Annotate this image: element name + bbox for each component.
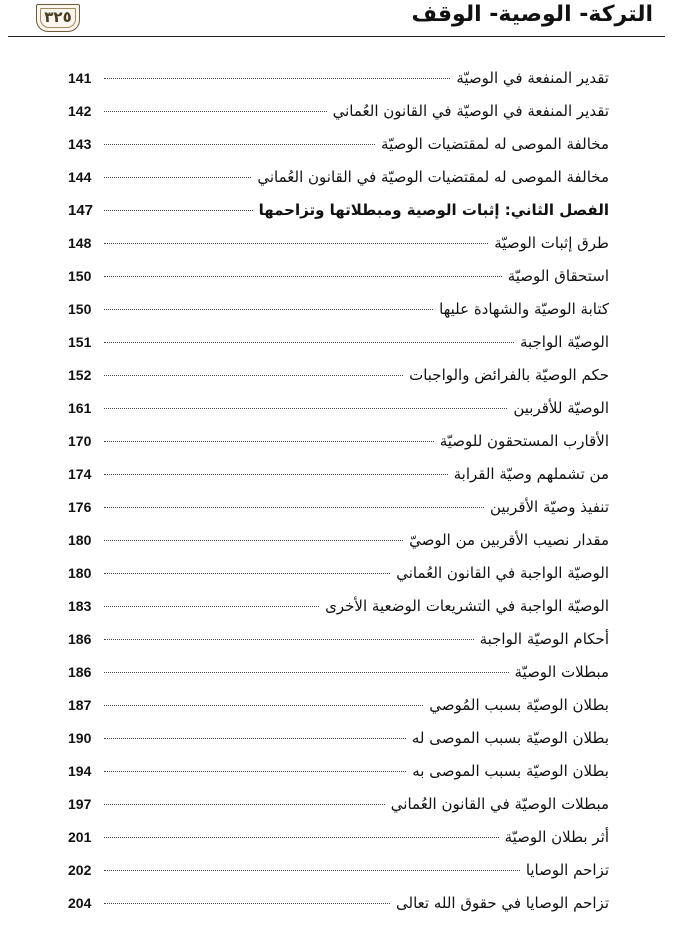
toc-entry-title: الوصيّة الواجبة في التشريعات الوضعية الأخرى — [325, 597, 609, 615]
toc-entry-page: 161 — [68, 400, 92, 416]
toc-leader-dots — [104, 276, 502, 277]
toc-leader-dots — [104, 903, 390, 904]
toc-leader-dots — [104, 210, 253, 211]
toc-leader-dots — [104, 804, 385, 805]
toc-entry-title: أثر بطلان الوصيّة — [504, 828, 609, 846]
toc-entry — [68, 392, 609, 425]
toc-leader-dots — [104, 771, 406, 772]
toc-entry-page: 142 — [68, 103, 92, 119]
toc-entry — [68, 95, 609, 128]
toc-entry — [68, 491, 609, 524]
toc-entry-title: كتابة الوصيّة والشهادة عليها — [439, 300, 609, 318]
toc-entry — [68, 227, 609, 260]
toc-entry — [68, 326, 609, 359]
toc-entry-title: تزاحم الوصايا — [525, 861, 609, 879]
toc-entry-page: 176 — [68, 499, 92, 515]
toc-entry — [68, 62, 609, 95]
toc-leader-dots — [104, 375, 403, 376]
toc-entry — [68, 755, 609, 788]
toc-entry-page: 152 — [68, 367, 92, 383]
toc-entry-title: الأقارب المستحقون للوصيّة — [439, 432, 609, 450]
toc-entry — [68, 557, 609, 590]
toc-entry — [68, 524, 609, 557]
toc-entry-title: أحكام الوصيّة الواجبة — [479, 630, 609, 648]
table-of-contents — [68, 62, 609, 920]
toc-entry — [68, 161, 609, 194]
toc-entry-title: بطلان الوصيّة بسبب الموصى له — [411, 729, 609, 747]
toc-entry-page: 150 — [68, 268, 92, 284]
toc-leader-dots — [104, 870, 520, 871]
toc-entry-page: 150 — [68, 301, 92, 317]
toc-entry-page: 202 — [68, 862, 92, 878]
toc-entry-page: 143 — [68, 136, 92, 152]
toc-entry — [68, 260, 609, 293]
toc-entry-title: تقدير المنفعة في الوصيّة في القانون العُماني — [332, 102, 609, 120]
toc-leader-dots — [104, 540, 403, 541]
toc-entry-title: طرق إثبات الوصيّة — [494, 234, 609, 252]
toc-entry-title: مقدار نصيب الأقربين من الوصيّ — [409, 531, 609, 549]
toc-entry-title: الوصيّة الواجبة في القانون العُماني — [396, 564, 609, 582]
toc-entry-page: 190 — [68, 730, 92, 746]
toc-leader-dots — [104, 639, 474, 640]
toc-chapter-title: الفصل الثاني: إثبات الوصية ومبطلاتها وتزاحمها — [258, 201, 609, 219]
toc-entry-page: 151 — [68, 334, 92, 350]
toc-leader-dots — [104, 177, 251, 178]
toc-entry-page: 180 — [68, 532, 92, 548]
toc-leader-dots — [104, 144, 375, 145]
toc-leader-dots — [104, 78, 450, 79]
toc-entry-page: 170 — [68, 433, 92, 449]
toc-entry-page: 147 — [68, 202, 94, 219]
toc-entry — [68, 821, 609, 854]
toc-entry-title: بطلان الوصيّة بسبب المُوصي — [429, 696, 609, 714]
toc-entry-page: 144 — [68, 169, 92, 185]
toc-entry — [68, 854, 609, 887]
toc-leader-dots — [104, 606, 319, 607]
toc-entry-title: تزاحم الوصايا في حقوق الله تعالى — [396, 894, 609, 912]
toc-leader-dots — [104, 573, 390, 574]
toc-entry — [68, 623, 609, 656]
toc-entry — [68, 656, 609, 689]
toc-leader-dots — [104, 672, 509, 673]
toc-entry-title: مبطلات الوصيّة في القانون العُماني — [390, 795, 609, 813]
page-header — [0, 0, 673, 40]
toc-leader-dots — [104, 441, 434, 442]
toc-entry-page: 174 — [68, 466, 92, 482]
toc-leader-dots — [104, 309, 433, 310]
toc-leader-dots — [104, 474, 448, 475]
toc-leader-dots — [104, 837, 499, 838]
toc-entry-title: الوصيّة للأقربين — [513, 399, 609, 417]
toc-entry-page: 148 — [68, 235, 92, 251]
toc-entry-page: 187 — [68, 697, 92, 713]
header-divider — [8, 36, 665, 37]
toc-entry — [68, 425, 609, 458]
toc-entry — [68, 689, 609, 722]
toc-chapter-entry — [68, 194, 609, 227]
toc-entry-title: استحقاق الوصيّة — [507, 267, 609, 285]
toc-entry-page: 197 — [68, 796, 92, 812]
toc-entry-page: 186 — [68, 664, 92, 680]
toc-entry — [68, 128, 609, 161]
page-number: ٣٢٥ — [44, 8, 72, 26]
toc-entry-page: 186 — [68, 631, 92, 647]
toc-entry — [68, 293, 609, 326]
toc-entry-title: مبطلات الوصيّة — [514, 663, 609, 681]
toc-entry-title: الوصيّة الواجبة — [519, 333, 609, 351]
toc-entry — [68, 359, 609, 392]
toc-entry-title: تنفيذ وصيّة الأقربين — [489, 498, 609, 516]
toc-entry-title: مخالفة الموصى له لمقتضيات الوصيّة في القانون العُماني — [257, 168, 609, 186]
toc-entry-title: تقدير المنفعة في الوصيّة — [456, 69, 609, 87]
toc-leader-dots — [104, 507, 484, 508]
toc-entry-page: 183 — [68, 598, 92, 614]
toc-entry-title: مخالفة الموصى له لمقتضيات الوصيّة — [381, 135, 609, 153]
toc-entry — [68, 722, 609, 755]
toc-entry-page: 204 — [68, 895, 92, 911]
running-title: التركة- الوصية- الوقف — [411, 2, 653, 27]
toc-entry — [68, 887, 609, 920]
toc-entry-page: 180 — [68, 565, 92, 581]
toc-entry-title: حكم الوصيّة بالفرائض والواجبات — [409, 366, 609, 384]
toc-leader-dots — [104, 408, 507, 409]
toc-leader-dots — [104, 243, 488, 244]
toc-entry — [68, 788, 609, 821]
toc-entry-page: 194 — [68, 763, 92, 779]
toc-leader-dots — [104, 705, 423, 706]
toc-leader-dots — [104, 342, 514, 343]
toc-entry-title: من تشملهم وصيّة القرابة — [453, 465, 609, 483]
toc-leader-dots — [104, 738, 406, 739]
toc-entry-title: بطلان الوصيّة بسبب الموصى به — [412, 762, 609, 780]
page-number-badge — [36, 4, 80, 32]
toc-entry-page: 201 — [68, 829, 92, 845]
toc-entry-page: 141 — [68, 70, 92, 86]
toc-entry — [68, 458, 609, 491]
toc-leader-dots — [104, 111, 327, 112]
toc-entry — [68, 590, 609, 623]
